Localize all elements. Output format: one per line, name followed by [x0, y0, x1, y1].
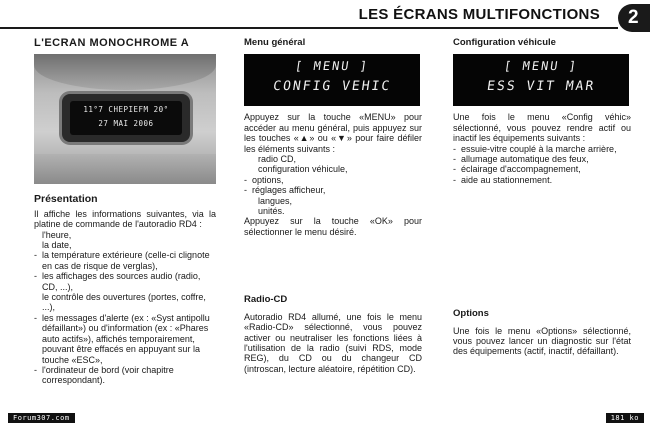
- list-item: - allumage automatique des feux,: [453, 154, 631, 164]
- list-item: langues,: [258, 195, 293, 206]
- list-item: radio CD,: [258, 154, 297, 165]
- radio-text: Autoradio RD4 allumé, une fois le menu «Radio-CD» sélectionné, vous pouvez activer ou neutraliser les fonctions liées à l'utilisation de la radio (suivi RDS, mode REG), du CD ou du changeur CD (introscan, lecture aléatoire, répétition CD).: [244, 311, 422, 374]
- lcd-line-2: ESS VIT MAR: [485, 79, 597, 95]
- lcd-line-2: CONFIG VEHIC: [272, 79, 393, 95]
- section-title-radio: Radio-CD: [244, 294, 288, 306]
- chapter-number: 2: [628, 7, 639, 28]
- config-text: Une fois le menu «Config véhic» sélectionné, vous pouvez rendre actif ou inactif les équipements suivants :: [453, 112, 631, 144]
- section-title-menu: Menu général: [244, 37, 306, 48]
- list-item: l'heure,: [42, 229, 72, 240]
- display-line-1: 11°7 CHEPIEFM 20°: [83, 105, 169, 115]
- list-item: - les messages d'alerte (ex : «Syst antipollu défaillant») ou d'information (ex : «Phares auto actifs»), affichés temporairement, pouvant être effacés en appuyant sur la touche «ESC»,: [34, 313, 216, 365]
- section-title-presentation: Présentation: [34, 193, 98, 206]
- lcd-line-1: [ MENU ]: [294, 59, 370, 74]
- list-item: - l'ordinateur de bord (voir chapitre correspondant).: [34, 365, 216, 386]
- menu-after-text: Appuyez sur la touche «OK» pour sélectionner le menu désiré.: [244, 216, 422, 237]
- section-title-config: Configuration véhicule: [453, 37, 556, 48]
- list-item: - options,: [244, 175, 422, 185]
- column-monochrome-screen: [34, 38, 216, 386]
- display-line-2: 27 MAI 2006: [98, 119, 154, 129]
- dashboard-display-photo: [34, 54, 216, 184]
- list-item: - essuie-vitre couplé à la marche arrière,: [453, 144, 631, 154]
- lcd-config-display: [453, 54, 629, 106]
- chapter-tab: [618, 4, 650, 32]
- list-item: le contrôle des ouvertures (portes, coffre, ...),: [42, 292, 206, 313]
- config-list: [453, 144, 631, 186]
- list-item: - la température extérieure (celle-ci clignote en cas de risque de verglas),: [34, 250, 216, 271]
- menu-list: [244, 154, 422, 216]
- presentation-list: [34, 230, 216, 386]
- list-item: la date,: [42, 240, 72, 251]
- list-item: configuration véhicule,: [258, 164, 348, 175]
- column-main-menu: [244, 38, 422, 374]
- display-frame: [62, 94, 190, 142]
- footer-page-label: 181 ko: [606, 413, 644, 423]
- column-vehicle-config: [453, 38, 631, 357]
- page-header: [0, 0, 650, 30]
- header-rule: [0, 27, 618, 29]
- list-item: - réglages afficheur,: [244, 185, 422, 195]
- list-item: - éclairage d'accompagnement,: [453, 164, 631, 174]
- footer-source-label: Forum307.com: [8, 413, 75, 423]
- options-text: Une fois le menu «Options» sélectionné, vous pouvez lancer un diagnostic sur l'état des équipements (actif, inactif, défaillant).: [453, 325, 631, 357]
- dashboard-base: [34, 154, 216, 184]
- section-title-monochrome: L'ECRAN MONOCHROME A: [34, 37, 190, 49]
- menu-text: Appuyez sur la touche «MENU» pour accéder au menu général, puis appuyez sur les touches «▲» ou «▼» pour faire défiler les éléments suivants :: [244, 112, 422, 154]
- display-screen: [70, 101, 182, 135]
- page-title: LES ÉCRANS MULTIFONCTIONS: [358, 6, 600, 23]
- presentation-text: Il affiche les informations suivantes, via la platine de commande de l'autoradio RD4 :: [34, 208, 216, 230]
- list-item: unités.: [258, 206, 285, 217]
- list-item: - les affichages des sources audio (radio, CD, ...),: [34, 271, 216, 292]
- lcd-line-1: [ MENU ]: [503, 59, 579, 74]
- dashboard-hood: [34, 54, 216, 90]
- list-item: - aide au stationnement.: [453, 175, 631, 185]
- section-title-options: Options: [453, 308, 489, 320]
- lcd-menu-display: [244, 54, 420, 106]
